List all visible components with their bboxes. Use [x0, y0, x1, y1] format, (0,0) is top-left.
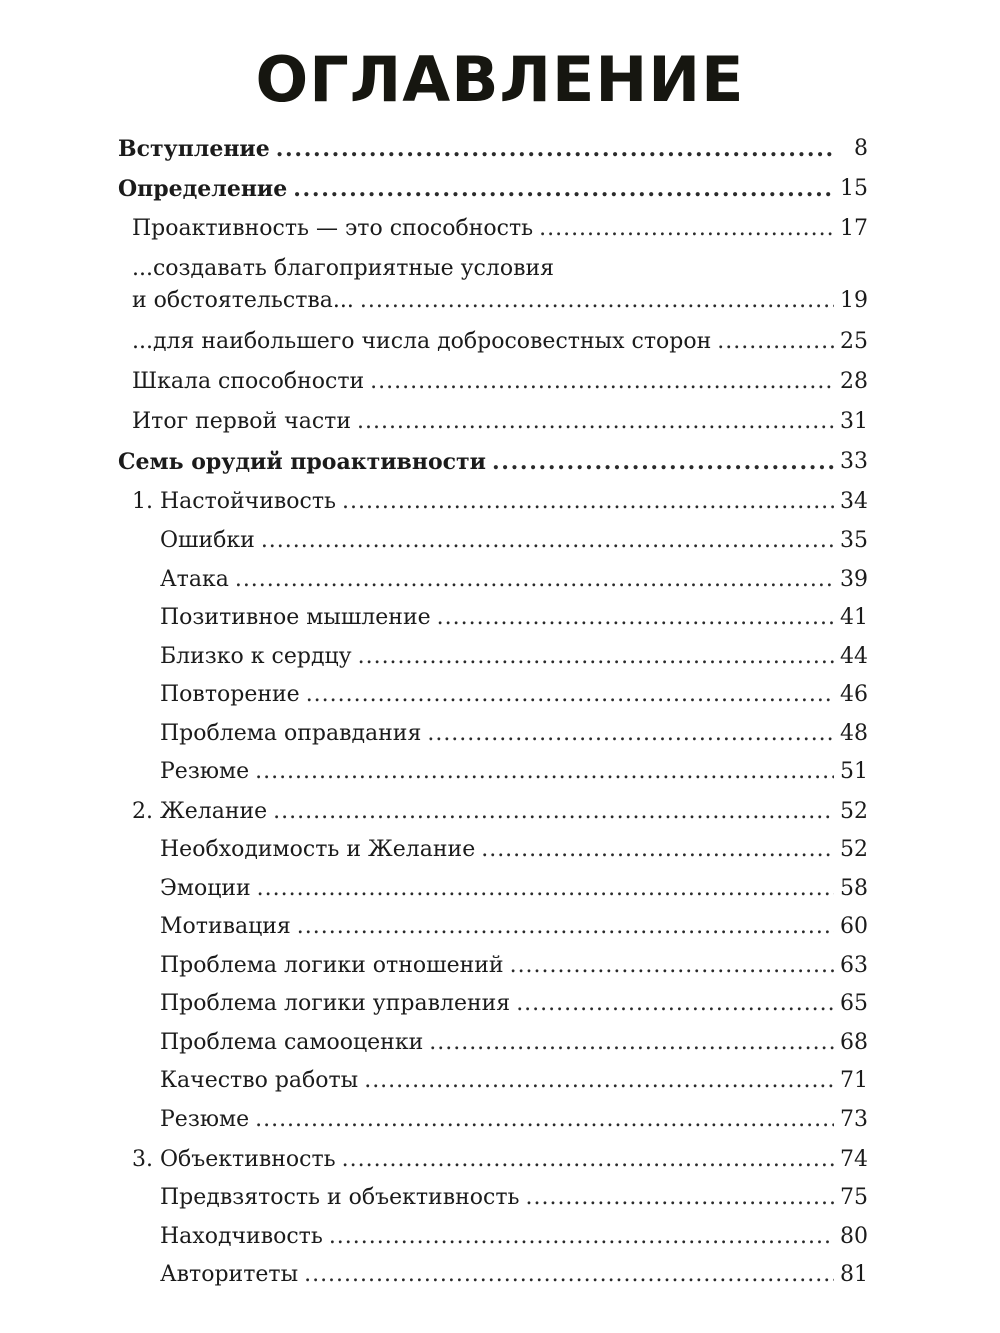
toc-entry-label: 2. Желание — [132, 799, 268, 824]
toc-entry-label: Шкала способности — [132, 369, 365, 394]
toc-entry[interactable] — [160, 1182, 868, 1214]
toc-entry-label: 3. Объективность — [132, 1147, 336, 1172]
toc-entry-chapter[interactable] — [132, 1144, 868, 1176]
toc-page-number: 48 — [840, 721, 868, 746]
toc-page-number: 46 — [840, 682, 868, 707]
dot-leader — [717, 326, 834, 358]
toc-entry-label: 1. Настойчивость — [132, 489, 336, 514]
toc-page-number: 17 — [840, 216, 868, 241]
toc-entry-label: Мотивация — [160, 914, 291, 939]
toc-entry[interactable] — [160, 950, 868, 982]
toc-entry[interactable] — [160, 564, 868, 596]
dot-leader — [255, 1104, 834, 1136]
toc-entry[interactable] — [132, 285, 868, 317]
toc-entry-label: Эмоции — [160, 876, 251, 901]
toc-entry-label: Позитивное мышление — [160, 605, 431, 630]
toc-page-number: 63 — [840, 953, 868, 978]
toc-entry[interactable] — [160, 834, 868, 866]
dot-leader — [437, 602, 834, 634]
dot-leader — [364, 1065, 834, 1097]
toc-entry-label: Предвзятость и объективность — [160, 1185, 520, 1210]
dot-leader — [481, 834, 834, 866]
toc-page-number: 34 — [840, 489, 868, 514]
toc-page-number: 44 — [840, 644, 868, 669]
toc-entry-label: Резюме — [160, 1107, 250, 1132]
toc-entry[interactable] — [160, 1259, 868, 1291]
toc-entry[interactable] — [160, 679, 868, 711]
dot-leader — [297, 911, 834, 943]
toc-entry[interactable] — [160, 641, 868, 673]
toc-entry-label: Семь орудий проактивности — [118, 449, 486, 475]
toc-page-number: 41 — [840, 605, 868, 630]
toc-entry[interactable] — [160, 873, 868, 905]
dot-leader — [357, 406, 834, 438]
dot-leader — [360, 285, 834, 317]
dot-leader — [342, 486, 834, 518]
dot-leader — [306, 679, 834, 711]
toc-entry[interactable] — [160, 1065, 868, 1097]
toc-entry[interactable] — [132, 326, 868, 358]
toc-entry-label: Проблема логики отношений — [160, 953, 504, 978]
toc-entry[interactable] — [160, 602, 868, 634]
toc-page-number: 51 — [840, 759, 868, 784]
dot-leader — [510, 950, 834, 982]
dot-leader — [429, 1027, 834, 1059]
toc-page-number: 65 — [840, 991, 868, 1016]
toc-entry-label: Качество работы — [160, 1068, 359, 1093]
toc-entry-label: Атака — [160, 567, 229, 592]
dot-leader — [329, 1221, 834, 1253]
toc-entry-label: Проблема оправдания — [160, 721, 422, 746]
toc-entry-label: Итог первой части — [132, 409, 351, 434]
dot-leader — [526, 1182, 835, 1214]
toc-entry-chapter[interactable] — [132, 486, 868, 518]
toc-entry-label: Проблема самооценки — [160, 1030, 424, 1055]
dot-leader — [257, 873, 834, 905]
toc-entry-label: Находчивость — [160, 1224, 323, 1249]
toc-entry-label: и обстоятельства... — [132, 288, 354, 313]
toc-entry[interactable] — [160, 525, 868, 557]
toc-page-number: 15 — [840, 176, 868, 201]
toc-page-number: 28 — [840, 369, 868, 394]
dot-leader — [304, 1259, 834, 1291]
toc-entry-label: Резюме — [160, 759, 250, 784]
toc-page-number: 58 — [840, 876, 868, 901]
toc-entry-label: Проблема логики управления — [160, 991, 511, 1016]
toc-page-number: 73 — [840, 1107, 868, 1132]
toc-entry-label: Авторитеты — [160, 1262, 299, 1287]
toc-entry[interactable] — [132, 213, 868, 245]
toc-page-number: 31 — [840, 409, 868, 434]
toc-page-number: 25 — [840, 329, 868, 354]
toc-entry[interactable] — [160, 1221, 868, 1253]
toc-entry-label: Ошибки — [160, 528, 255, 553]
dot-leader — [370, 366, 834, 398]
toc-entry[interactable] — [160, 1104, 868, 1136]
toc-entry-label: ...для наибольшего числа добросовестных сторон — [132, 329, 712, 354]
toc-entry[interactable] — [160, 988, 868, 1020]
toc-entry-label: Необходимость и Желание — [160, 837, 476, 862]
toc-page-number: 19 — [840, 288, 868, 313]
dot-leader — [276, 133, 836, 165]
toc-page-number: 8 — [854, 136, 868, 161]
toc-entry-label: Проактивность — это способность — [132, 216, 534, 241]
toc-page-number: 60 — [840, 914, 868, 939]
dot-leader — [293, 173, 834, 205]
toc-page-number: 52 — [840, 799, 868, 824]
dot-leader — [539, 213, 834, 245]
dot-leader — [492, 446, 834, 478]
toc-entry-chapter[interactable] — [132, 796, 868, 828]
toc-page-number: 75 — [840, 1185, 868, 1210]
toc-entry[interactable] — [132, 406, 868, 438]
toc-entry-label: Близко к сердцу — [160, 644, 352, 669]
toc-page-number: 68 — [840, 1030, 868, 1055]
dot-leader — [235, 564, 834, 596]
toc-entry[interactable] — [160, 718, 868, 750]
toc-page-number: 35 — [840, 528, 868, 553]
dot-leader — [273, 796, 834, 828]
toc-entry-first-line[interactable]: ...создавать благоприятные условия — [132, 256, 555, 281]
toc-page-number: 81 — [840, 1262, 868, 1287]
toc-entry[interactable] — [160, 911, 868, 943]
toc-entry[interactable] — [132, 366, 868, 398]
toc-entry-seven-tools[interactable] — [118, 446, 868, 478]
toc-page-number: 74 — [840, 1147, 868, 1172]
dot-leader — [261, 525, 834, 557]
toc-page-number: 33 — [840, 449, 868, 474]
dot-leader — [358, 641, 834, 673]
toc-entry-introduction[interactable] — [118, 133, 868, 165]
dot-leader — [255, 756, 834, 788]
dot-leader — [427, 718, 834, 750]
toc-page-number: 71 — [840, 1068, 868, 1093]
page-title: ОГЛАВЛЕНИЕ — [255, 43, 745, 116]
toc-page-number: 80 — [840, 1224, 868, 1249]
dot-leader — [516, 988, 834, 1020]
toc-page-number: 52 — [840, 837, 868, 862]
toc-entry-label: Вступление — [118, 136, 270, 162]
toc-entry[interactable] — [160, 1027, 868, 1059]
toc-page-number: 39 — [840, 567, 868, 592]
toc-entry[interactable] — [160, 756, 868, 788]
toc-entry-definition[interactable] — [118, 173, 868, 205]
dot-leader — [342, 1144, 834, 1176]
toc-entry-label: Повторение — [160, 682, 300, 707]
toc-entry-label: Определение — [118, 176, 288, 202]
